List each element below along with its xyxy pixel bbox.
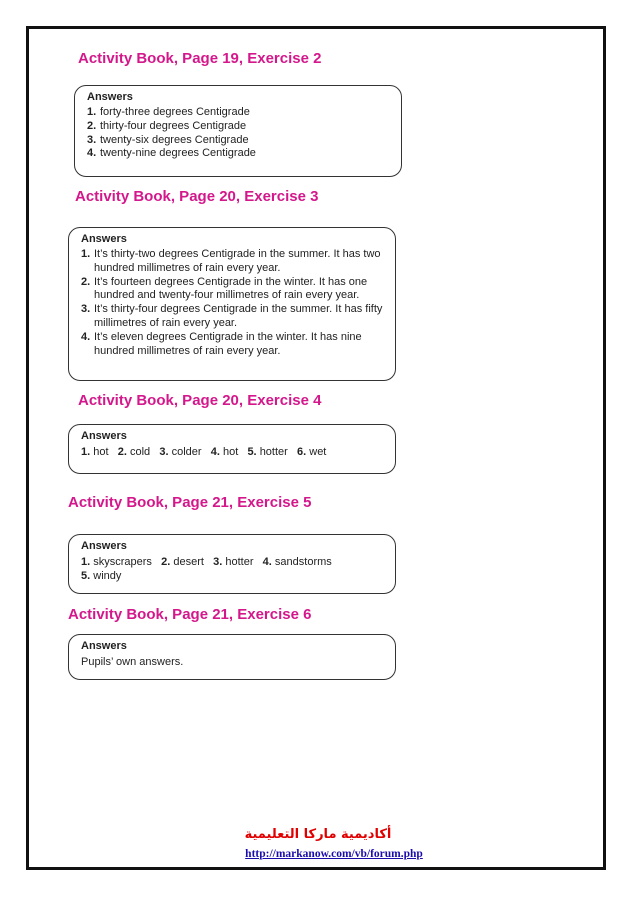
answer-number: 2. bbox=[161, 556, 171, 568]
answers-line bbox=[81, 445, 383, 459]
answers-label: Answers bbox=[81, 233, 127, 245]
answer-text: skyscrapers bbox=[93, 556, 152, 568]
answers-line bbox=[81, 555, 383, 583]
answer-text: forty-three degrees Centigrade bbox=[100, 106, 250, 118]
footer-link[interactable]: http://markanow.com/vb/forum.php bbox=[245, 848, 423, 860]
answer-text: Pupils’ own answers. bbox=[81, 656, 184, 668]
answers-box-ex4 bbox=[68, 424, 396, 474]
answer-number: 4. bbox=[210, 446, 220, 458]
answer-item bbox=[87, 120, 389, 134]
answer-text: wet bbox=[309, 446, 327, 458]
answer-item bbox=[81, 248, 383, 276]
answer-number: 5. bbox=[247, 446, 257, 458]
answer-number: 1. bbox=[81, 556, 91, 568]
section-heading-ex6: Activity Book, Page 21, Exercise 6 bbox=[68, 606, 312, 623]
answers-box-ex6 bbox=[68, 634, 396, 680]
answer-number: 2. bbox=[87, 119, 97, 132]
answer-number: 3. bbox=[159, 446, 169, 458]
answer-number: 4. bbox=[81, 330, 91, 343]
answer-text: hot bbox=[222, 446, 239, 458]
answer-number: 5. bbox=[81, 570, 91, 582]
answer-text: It’s fourteen degrees Centigrade in the winter. It has one hundred and twenty-four millimetres of rain every year. bbox=[94, 275, 368, 302]
answer-number: 3. bbox=[81, 303, 91, 316]
footer-arabic-title: أكاديمية ماركا التعليمية bbox=[244, 827, 392, 842]
section-heading-ex3: Activity Book, Page 20, Exercise 3 bbox=[75, 188, 319, 205]
answers-label: Answers bbox=[81, 640, 127, 652]
answer-text: sandstorms bbox=[274, 556, 332, 568]
answer-text: hot bbox=[93, 446, 109, 458]
answer-text: twenty-nine degrees Centigrade bbox=[100, 147, 256, 160]
answer-text: windy bbox=[93, 570, 122, 582]
section-heading-ex2: Activity Book, Page 19, Exercise 2 bbox=[78, 50, 322, 67]
section-heading-ex4: Activity Book, Page 20, Exercise 4 bbox=[78, 392, 322, 409]
answer-text: thirty-four degrees Centigrade bbox=[100, 119, 247, 132]
section-heading-ex5: Activity Book, Page 21, Exercise 5 bbox=[68, 494, 312, 511]
answers-box-ex2 bbox=[74, 85, 402, 177]
answer-number: 2. bbox=[81, 275, 91, 288]
answer-text: cold bbox=[129, 446, 151, 458]
answer-item bbox=[81, 303, 383, 331]
answer-text: twenty-six degrees Centigrade bbox=[100, 133, 249, 146]
answers-box-ex3 bbox=[68, 227, 396, 381]
answer-number: 6. bbox=[297, 446, 307, 458]
answers-label: Answers bbox=[81, 430, 127, 442]
answer-number: 1. bbox=[87, 106, 97, 118]
answer-item bbox=[81, 276, 383, 304]
answer-number: 2. bbox=[117, 446, 127, 458]
answer-text: hotter bbox=[259, 446, 288, 458]
answer-number: 4. bbox=[87, 147, 97, 160]
answers-box-ex5 bbox=[68, 534, 396, 594]
answer-item bbox=[87, 106, 389, 120]
answer-text: desert bbox=[173, 556, 204, 568]
answers-label: Answers bbox=[87, 91, 133, 103]
answer-item bbox=[87, 147, 389, 161]
answer-number: 3. bbox=[213, 556, 223, 568]
answers-label: Answers bbox=[81, 540, 127, 552]
answer-item bbox=[87, 134, 389, 148]
answer-item bbox=[81, 331, 383, 359]
answer-number: 3. bbox=[87, 133, 97, 146]
answer-number: 1. bbox=[81, 446, 91, 458]
answer-text: It’s thirty-two degrees Centigrade in the summer. It has two hundred millimetres of rain every year. bbox=[94, 248, 381, 274]
answer-text: hotter bbox=[225, 556, 254, 568]
answer-number: 1. bbox=[81, 248, 91, 260]
answer-number: 4. bbox=[262, 556, 272, 568]
answer-text: It’s thirty-four degrees Centigrade in the summer. It has fifty millimetres of rain every year. bbox=[94, 303, 383, 329]
answer-text: It’s eleven degrees Centigrade in the winter. It has nine hundred millimetres of rain every year. bbox=[94, 330, 362, 357]
answer-text: colder bbox=[171, 446, 202, 458]
